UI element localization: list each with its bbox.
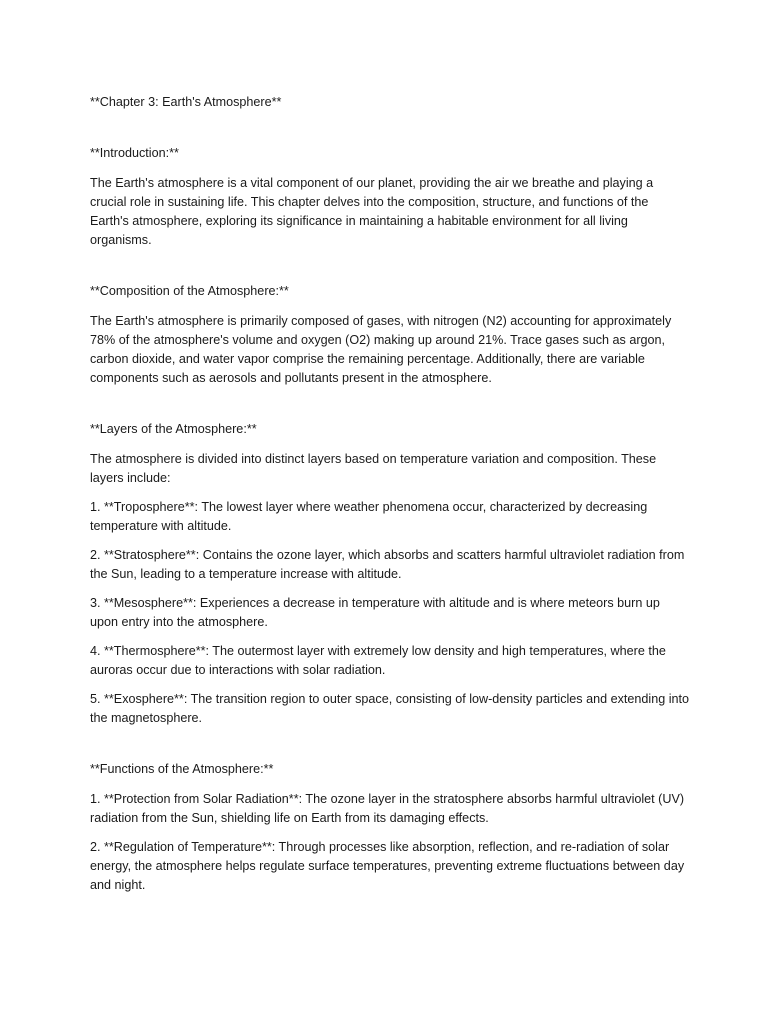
function-item-protection: 1. **Protection from Solar Radiation**: The ozone layer in the stratosphere absorbs harmful ultraviolet (UV) radiation from the Sun, shielding life on Earth from its damaging effects.	[90, 792, 685, 825]
introduction-heading: **Introduction:**	[90, 146, 179, 160]
layers-heading: **Layers of the Atmosphere:**	[90, 422, 257, 436]
layer-item-thermosphere: 4. **Thermosphere**: The outermost layer with extremely low density and high temperatures, where the auroras occur due to interactions with solar radiation.	[90, 644, 666, 677]
chapter-title: **Chapter 3: Earth's Atmosphere**	[90, 95, 282, 109]
composition-paragraph: The Earth's atmosphere is primarily composed of gases, with nitrogen (N2) accounting for approximately 78% of the atmosphere's volume and oxygen (O2) making up around 21%. Trace gases such as argon, carbon dioxide, and water vapor comprise the remaining percentage. Additionally, there are variable components such as aerosols and pollutants present in the atmosphere.	[90, 314, 672, 385]
layer-item-exosphere: 5. **Exosphere**: The transition region to outer space, consisting of low-density particles and extending into the magnetosphere.	[90, 692, 690, 725]
layer-item-troposphere: 1. **Troposphere**: The lowest layer where weather phenomena occur, characterized by decreasing temperature with altitude.	[90, 500, 648, 533]
introduction-paragraph: The Earth's atmosphere is a vital component of our planet, providing the air we breathe and playing a crucial role in sustaining life. This chapter delves into the composition, structure, and functions of the Earth's atmosphere, exploring its significance in maintaining a habitable environment for all living organisms.	[90, 176, 654, 247]
composition-heading: **Composition of the Atmosphere:**	[90, 284, 289, 298]
function-item-temperature: 2. **Regulation of Temperature**: Through processes like absorption, reflection, and re-radiation of solar energy, the atmosphere helps regulate surface temperatures, preventing extreme fluctuations between day and night.	[90, 840, 685, 892]
document-page	[90, 93, 690, 895]
layer-item-stratosphere: 2. **Stratosphere**: Contains the ozone layer, which absorbs and scatters harmful ultraviolet radiation from the Sun, leading to a temperature increase with altitude.	[90, 548, 685, 581]
functions-heading: **Functions of the Atmosphere:**	[90, 762, 274, 776]
layer-item-mesosphere: 3. **Mesosphere**: Experiences a decrease in temperature with altitude and is where meteors burn up upon entry into the atmosphere.	[90, 596, 660, 629]
layers-intro-paragraph: The atmosphere is divided into distinct layers based on temperature variation and composition. These layers include:	[90, 452, 657, 485]
